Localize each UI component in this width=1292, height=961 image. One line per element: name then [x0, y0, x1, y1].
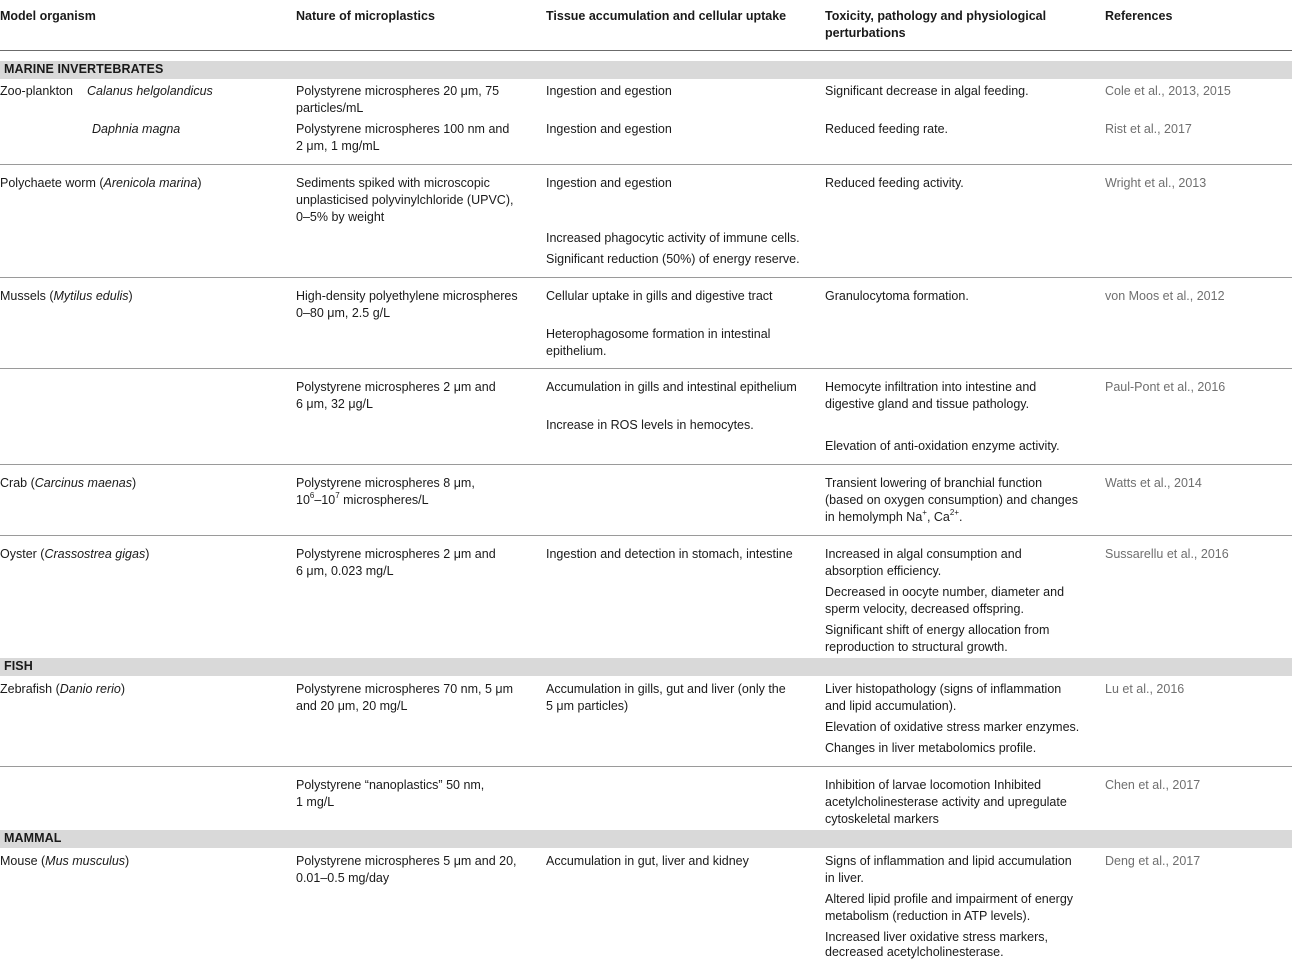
organism-polychaete: Polychaete worm (Arenicola marina): [0, 176, 202, 190]
oyster-toxicity2-line1: Decreased in oocyte number, diameter and: [825, 585, 1065, 599]
mouse-toxicity3-line2: decreased acetylcholinesterase.: [825, 945, 1004, 959]
zebra2-toxicity-line3: cytoskeletal markers: [825, 812, 939, 826]
zoo-mp2-line2: 2 μm, 1 mg/mL: [296, 139, 380, 153]
header-toxicity-line2: perturbations: [825, 26, 906, 40]
mouse-toxicity1-line1: Signs of inflammation and lipid accumulation: [825, 854, 1072, 868]
crab-toxicity-line2: (based on oxygen consumption) and changes: [825, 493, 1078, 507]
mouse-reference: Deng et al., 2017: [1105, 854, 1201, 868]
organism-zebrafish: Zebrafish (Danio rerio): [0, 682, 126, 696]
header-model-organism: Model organism: [0, 9, 96, 23]
mouse-tissue: Accumulation in gut, liver and kidney: [546, 854, 749, 868]
section-title-fish: FISH: [4, 659, 33, 673]
mussel2-reference: Paul-Pont et al., 2016: [1105, 380, 1226, 394]
oyster-toxicity3-line2: reproduction to structural growth.: [825, 640, 1008, 654]
zoo-toxicity2: Reduced feeding rate.: [825, 122, 949, 136]
zoo-reference1: Cole et al., 2013, 2015: [1105, 84, 1231, 98]
mussel-tissue2-line1: Heterophagosome formation in intestinal: [546, 327, 771, 341]
zoo-toxicity1: Significant decrease in algal feeding.: [825, 84, 1029, 98]
header-toxicity-line1: Toxicity, pathology and physiological: [825, 9, 1047, 23]
poly-mp-line2: unplasticised polyvinylchloride (UPVC),: [296, 193, 514, 207]
poly-tissue2: Increased phagocytic activity of immune cells.: [546, 231, 800, 245]
zebra2-mp-line2: 1 mg/L: [296, 795, 335, 809]
species-calanus: Calanus helgolandicus: [87, 84, 213, 98]
crab-toxicity-line1: Transient lowering of branchial function: [825, 476, 1043, 490]
section-band-fish: [0, 658, 1292, 676]
poly-tissue1: Ingestion and egestion: [546, 176, 672, 190]
mussel-mp-line2: 0–80 μm, 2.5 g/L: [296, 306, 391, 320]
poly-toxicity: Reduced feeding activity.: [825, 176, 964, 190]
mouse-toxicity1-line2: in liver.: [825, 871, 864, 885]
oyster-toxicity1-line1: Increased in algal consumption and: [825, 547, 1022, 561]
row-divider: [0, 535, 1292, 536]
zebra-tissue-line1: Accumulation in gills, gut and liver (only the: [546, 682, 786, 696]
mussel2-mp-line1: Polystyrene microspheres 2 μm and: [296, 380, 496, 394]
mussel-toxicity: Granulocytoma formation.: [825, 289, 969, 303]
mouse-toxicity2-line2: metabolism (reduction in ATP levels).: [825, 909, 1031, 923]
zebra-mp-line2: and 20 μm, 20 mg/L: [296, 699, 408, 713]
zoo-mp2-line1: Polystyrene microspheres 100 nm and: [296, 122, 510, 136]
poly-tissue3: Significant reduction (50%) of energy reserve.: [546, 252, 800, 266]
section-title-mammal: MAMMAL: [4, 831, 62, 845]
oyster-mp-line1: Polystyrene microspheres 2 μm and: [296, 547, 496, 561]
poly-mp-line3: 0–5% by weight: [296, 210, 385, 224]
mussel-tissue2-line2: epithelium.: [546, 344, 607, 358]
oyster-toxicity2-line2: sperm velocity, decreased offspring.: [825, 602, 1024, 616]
zebra-toxicity3: Changes in liver metabolomics profile.: [825, 741, 1037, 755]
zoo-tissue1: Ingestion and egestion: [546, 84, 672, 98]
oyster-mp-line2: 6 μm, 0.023 mg/L: [296, 564, 394, 578]
organism-mouse: Mouse (Mus musculus): [0, 854, 130, 868]
crab-mp-line2: $10^6-10^7$ microspheres/L: [296, 490, 429, 507]
oyster-tissue: Ingestion and detection in stomach, intestine: [546, 547, 793, 561]
row-divider: [0, 277, 1292, 278]
mussel2-toxicity1-line1: Hemocyte infiltration into intestine and: [825, 380, 1037, 394]
zebra-toxicity1-line2: and lipid accumulation).: [825, 699, 957, 713]
zebra2-mp-line1: Polystyrene “nanoplastics” 50 nm,: [296, 778, 485, 792]
organism-mussels: Mussels (Mytilus edulis): [0, 289, 133, 303]
section-band-mammal: [0, 830, 1292, 848]
mussel-tissue1: Cellular uptake in gills and digestive tract: [546, 289, 773, 303]
poly-mp-line1: Sediments spiked with microscopic: [296, 176, 490, 190]
organism-zooplankton: Zoo-plankton: [0, 84, 73, 98]
oyster-toxicity1-line2: absorption efficiency.: [825, 564, 942, 578]
mouse-mp-line1: Polystyrene microspheres 5 μm and 20,: [296, 854, 517, 868]
mussel2-tissue2: Increase in ROS levels in hemocytes.: [546, 418, 754, 432]
oyster-toxicity3-line1: Significant shift of energy allocation from: [825, 623, 1050, 637]
zebra-tissue-line2: 5 μm particles): [546, 699, 629, 713]
zebra-toxicity1-line1: Liver histopathology (signs of inflammation: [825, 682, 1062, 696]
row-divider: [0, 164, 1292, 165]
mussel2-mp-line2: 6 μm, 32 μg/L: [296, 397, 373, 411]
mouse-toxicity2-line1: Altered lipid profile and impairment of energy: [825, 892, 1074, 906]
section-title-marine: MARINE INVERTEBRATES: [4, 62, 164, 76]
oyster-reference: Sussarellu et al., 2016: [1105, 547, 1229, 561]
zoo-mp1-line2: particles/mL: [296, 101, 364, 115]
organism-oyster: Oyster (Crassostrea gigas): [0, 547, 150, 561]
zebra-toxicity2: Elevation of oxidative stress marker enzymes.: [825, 720, 1080, 734]
mussel-reference: von Moos et al., 2012: [1105, 289, 1225, 303]
mouse-toxicity3-line1: Increased liver oxidative stress markers,: [825, 930, 1048, 944]
header-references: References: [1105, 9, 1173, 23]
zoo-reference2: Rist et al., 2017: [1105, 122, 1192, 136]
zebra-reference: Lu et al., 2016: [1105, 682, 1185, 696]
mussel2-toxicity2: Elevation of anti-oxidation enzyme activity.: [825, 439, 1060, 453]
header-tissue-accumulation: Tissue accumulation and cellular uptake: [546, 9, 787, 23]
crab-mp-line1: Polystyrene microspheres 8 μm,: [296, 476, 475, 490]
organism-crab: Crab (Carcinus maenas): [0, 476, 137, 490]
zoo-tissue2: Ingestion and egestion: [546, 122, 672, 136]
zoo-mp1-line1: Polystyrene microspheres 20 μm, 75: [296, 84, 500, 98]
zebra2-toxicity-line2: acetylcholinesterase activity and upregulate: [825, 795, 1067, 809]
mussel2-tissue1: Accumulation in gills and intestinal epithelium: [546, 380, 797, 394]
zebra2-toxicity-line1: Inhibition of larvae locomotion Inhibited: [825, 778, 1042, 792]
header-divider: [0, 50, 1292, 51]
mouse-mp-line2: 0.01–0.5 mg/day: [296, 871, 390, 885]
zebra2-reference: Chen et al., 2017: [1105, 778, 1201, 792]
row-divider: [0, 464, 1292, 465]
header-nature-microplastics: Nature of microplastics: [296, 9, 435, 23]
mussel2-toxicity1-line2: digestive gland and tissue pathology.: [825, 397, 1030, 411]
section-band-marine: [0, 61, 1292, 79]
row-divider: [0, 368, 1292, 369]
zebra-mp-line1: Polystyrene microspheres 70 nm, 5 μm: [296, 682, 514, 696]
crab-toxicity-line3: in hemolymph Na+, $Ca^{2+}$.: [825, 507, 963, 524]
row-divider: [0, 766, 1292, 767]
species-daphnia: Daphnia magna: [92, 122, 181, 136]
poly-reference: Wright et al., 2013: [1105, 176, 1207, 190]
mussel-mp-line1: High-density polyethylene microspheres: [296, 289, 518, 303]
crab-reference: Watts et al., 2014: [1105, 476, 1202, 490]
